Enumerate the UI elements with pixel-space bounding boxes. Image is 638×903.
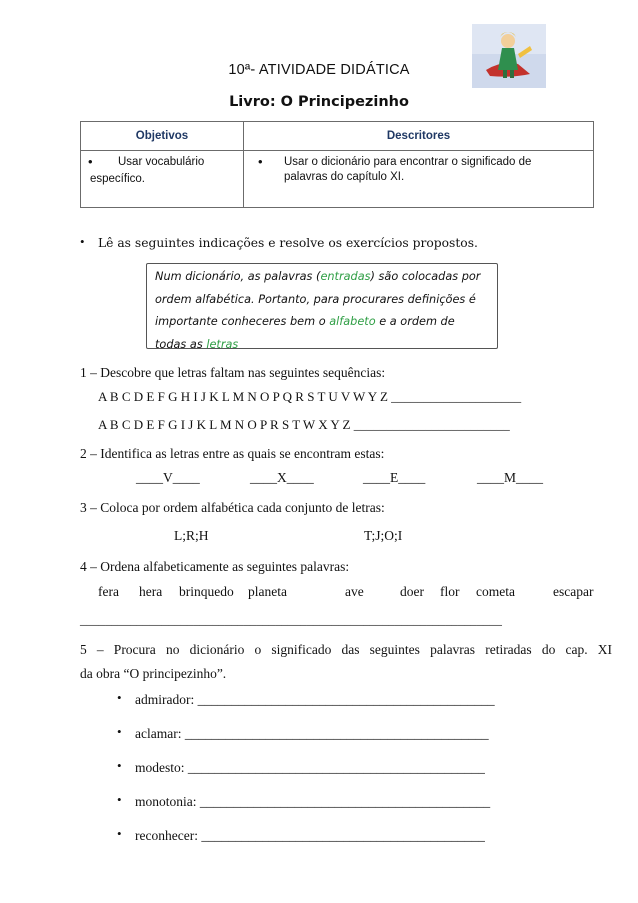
objectives-table [80, 121, 594, 208]
question-1-sequence-1: A B C D E F G H I J K L M N O P Q R S T U V W Y Z ____________________ [98, 389, 522, 404]
objective-text: Usar vocabulário [118, 156, 205, 168]
vocab-item-aclamar: aclamar: _____________________________________________ [135, 726, 489, 741]
bullet: • [117, 826, 122, 841]
question-2-item: ____X____ [250, 470, 314, 485]
vocab-item-admirador: admirador: ____________________________________________ [135, 692, 495, 707]
word: brinquedo [179, 584, 234, 599]
question-1-sequence-2: A B C D E F G I J K L M N O P R S T W X Y Z ________________________ [98, 417, 510, 432]
little-prince-illustration [472, 24, 546, 88]
instructions-text: Lê as seguintes indicações e resolve os exercícios propostos. [98, 236, 478, 250]
bullet: • [80, 234, 85, 249]
note-line-2: ordem alfabética. Portanto, para procurares definições é [155, 292, 476, 306]
descriptors-cell [244, 151, 594, 208]
note-line-1: Num dicionário, as palavras (entradas) são colocadas por [155, 270, 481, 283]
bullet: • [258, 154, 263, 169]
word: planeta [248, 584, 287, 599]
question-5-line-2: da obra “O principezinho”. [80, 666, 227, 681]
objectives-cell [81, 151, 244, 208]
descriptor-text-line2: palavras do capítulo XI. [284, 171, 405, 183]
question-3-set: T;J;O;I [364, 528, 403, 543]
question-2-item: ____E____ [363, 470, 426, 485]
bullet: • [117, 758, 122, 773]
objective-text-cont: específico. [90, 173, 145, 185]
descriptor-text-line1: Usar o dicionário para encontrar o significado de [284, 156, 532, 168]
descriptors-header: Descritores [244, 122, 594, 151]
bullet: • [117, 690, 122, 705]
bullet: • [88, 154, 93, 169]
question-5-line-1: 5 – Procura no dicionário o significado das seguintes palavras retiradas do cap. XI [80, 642, 612, 657]
word: cometa [476, 584, 515, 599]
objectives-header: Objetivos [81, 122, 244, 151]
note-line-4: todas as letras [155, 337, 239, 349]
question-4-answer-line: ___________________________________________________________________ [80, 613, 502, 627]
note-line-3: importante conheceres bem o alfabeto e a ordem de [155, 315, 455, 328]
question-4-title: 4 – Ordena alfabeticamente as seguintes palavras: [80, 559, 350, 574]
book-title: Livro: O Principezinho [229, 94, 409, 110]
question-2-title: 2 – Identifica as letras entre as quais se encontram estas: [80, 446, 385, 461]
word: hera [139, 584, 163, 599]
question-3-title: 3 – Coloca por ordem alfabética cada conjunto de letras: [80, 500, 385, 515]
question-2-item: ____M____ [477, 470, 544, 485]
question-1-title: 1 – Descobre que letras faltam nas seguintes sequências: [80, 365, 386, 380]
question-3-set: L;R;H [174, 528, 209, 543]
bullet: • [117, 792, 122, 807]
word: fera [98, 584, 119, 599]
question-2-item: ____V____ [136, 470, 200, 485]
word: flor [440, 584, 460, 599]
word: escapar [553, 584, 594, 599]
bullet: • [117, 724, 122, 739]
word: ave [345, 584, 364, 599]
activity-title: 10ª- ATIVIDADE DIDÁTICA [228, 62, 410, 78]
vocab-item-reconhecer: reconhecer: __________________________________________ [135, 828, 485, 843]
dictionary-note-box [146, 263, 498, 349]
vocab-item-monotonia: monotonia: ___________________________________________ [135, 794, 491, 809]
vocab-item-modesto: modesto: ____________________________________________ [135, 760, 485, 775]
word: doer [400, 584, 424, 599]
